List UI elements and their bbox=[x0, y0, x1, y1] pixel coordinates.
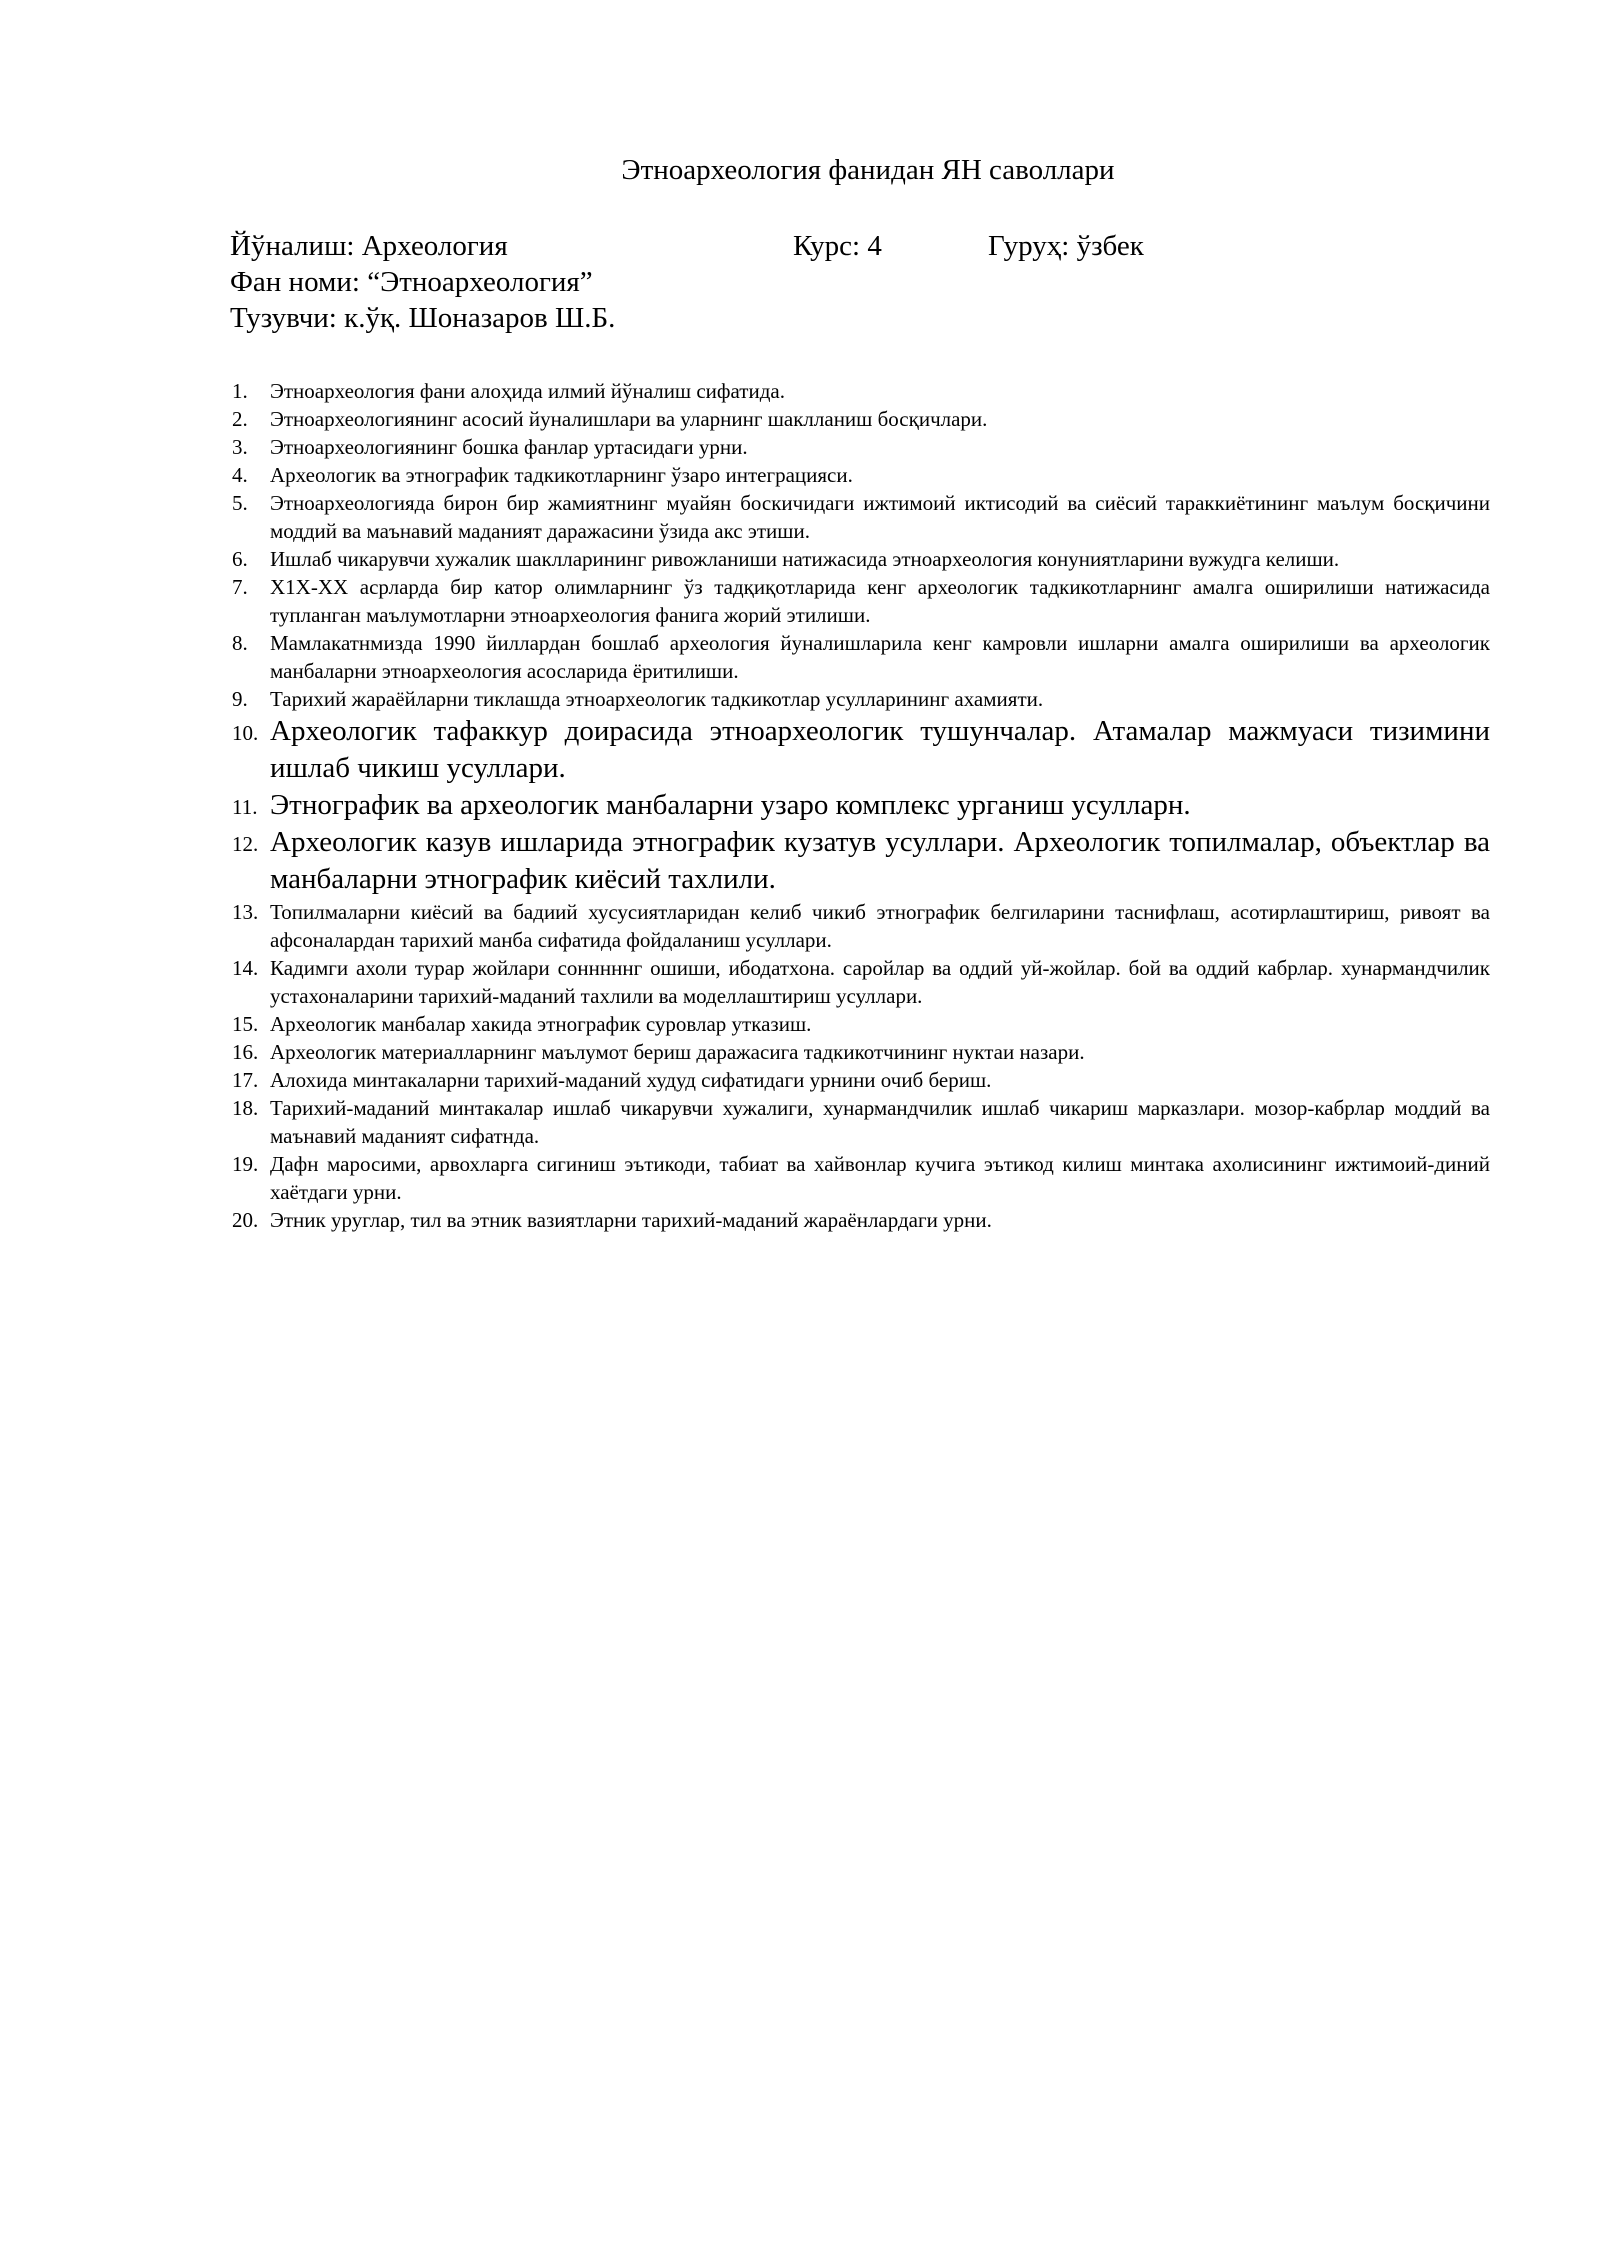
question-item bbox=[232, 629, 1490, 685]
question-item bbox=[232, 787, 1490, 824]
question-text: Археологик манбалар хакида этнографик суровлар утказиш. bbox=[270, 1012, 812, 1036]
question-text: Дафн маросими, арвохларга сигиниш эътикоди, табиат ва хайвонлар кучига эътикод килиш минтака ахолисининг ижтимоий-диний хаётдаги урни. bbox=[270, 1152, 1490, 1204]
question-number: 16. bbox=[232, 1040, 259, 1064]
header-line-subject bbox=[230, 264, 1490, 300]
question-item bbox=[232, 824, 1490, 898]
question-item bbox=[232, 377, 1490, 405]
question-number: 1. bbox=[232, 379, 248, 403]
document-title: Этноархеология фанидан ЯН саволлари bbox=[621, 154, 1115, 186]
group-label: Гуруҳ: ўзбек bbox=[988, 230, 1144, 262]
question-text: Этноархеологиянинг асосий йуналишлари ва уларнинг шаклланиш босқичлари. bbox=[270, 407, 988, 431]
question-item bbox=[232, 461, 1490, 489]
question-item bbox=[232, 954, 1490, 1010]
direction-label: Йўналиш: Археология bbox=[230, 230, 508, 262]
question-text: Этноархеология фани алоҳида илмий йўналиш сифатида. bbox=[270, 379, 785, 403]
question-number: 5. bbox=[232, 491, 248, 515]
question-text: Тарихий-маданий минтакалар ишлаб чикарувчи хужалиги, хунармандчилик ишлаб чикариш марказлари. мозор-кабрлар моддий ва маънавий маданият сифатнда. bbox=[270, 1096, 1490, 1148]
question-text: Тарихий жараёйларни тиклашда этноархеологик тадкикотлар усулларининг ахамияти. bbox=[270, 687, 1044, 711]
question-number: 4. bbox=[232, 463, 248, 487]
question-item bbox=[232, 545, 1490, 573]
header-line-author bbox=[230, 300, 1490, 336]
question-item bbox=[232, 573, 1490, 629]
question-item bbox=[232, 898, 1490, 954]
question-number: 13. bbox=[232, 900, 259, 924]
question-number: 6. bbox=[232, 547, 248, 571]
document-header-info bbox=[230, 228, 1490, 336]
questions-list bbox=[232, 377, 1490, 1234]
question-item bbox=[232, 1150, 1490, 1206]
question-text: Археологик материалларнинг маълумот бериш даражасига тадкикотчининг нуктаи назари. bbox=[270, 1040, 1085, 1064]
question-item bbox=[232, 1206, 1490, 1234]
question-number: 18. bbox=[232, 1096, 259, 1120]
question-text: Топилмаларни киёсий ва бадиий хусусиятларидан келиб чикиб этнографик белгиларини таснифлаш, асотирлаштириш, ривоят ва афсоналардан тарихий манба сифатида фойдаланиш усуллари. bbox=[270, 900, 1490, 952]
question-item bbox=[232, 489, 1490, 545]
question-number: 2. bbox=[232, 407, 248, 431]
question-number: 3. bbox=[232, 435, 248, 459]
question-item bbox=[232, 405, 1490, 433]
question-text: Кадимги ахоли турар жойлари сонннннг ошиши, ибодатхона. саройлар ва оддий уй-жойлар. бой ва оддий кабрлар. хунармандчилик устахоналарини тарихий-маданий тахлили ва моделлаштириш усуллари. bbox=[270, 956, 1490, 1008]
question-number: 17. bbox=[232, 1068, 259, 1092]
question-text: Археологик тафаккур доирасида этноархеологик тушунчалар. Атамалар мажмуаси тизимини ишлаб чикиш усуллари. bbox=[270, 715, 1490, 784]
question-number: 20. bbox=[232, 1208, 259, 1232]
question-number: 11. bbox=[232, 795, 258, 819]
question-number: 19. bbox=[232, 1152, 259, 1176]
question-number: 8. bbox=[232, 631, 248, 655]
question-number: 7. bbox=[232, 575, 248, 599]
author-label: Тузувчи: к.ўқ. Шоназаров Ш.Б. bbox=[230, 302, 616, 334]
question-number: 10. bbox=[232, 721, 259, 745]
course-label: Курс: 4 bbox=[793, 230, 882, 262]
subject-label: Фан номи: “Этноархеология” bbox=[230, 266, 593, 298]
question-text: Алохида минтакаларни тарихий-маданий худуд сифатидаги урнини очиб бериш. bbox=[270, 1068, 992, 1092]
question-text: Этник уруглар, тил ва этник вазиятларни тарихий-маданий жараёнлардаги урни. bbox=[270, 1208, 992, 1232]
question-number: 14. bbox=[232, 956, 259, 980]
question-text: Этнографик ва археологик манбаларни узаро комплекс урганиш усулларн. bbox=[270, 789, 1191, 821]
question-item bbox=[232, 1066, 1490, 1094]
question-item bbox=[232, 1038, 1490, 1066]
question-number: 12. bbox=[232, 832, 259, 856]
question-text: Археологик казув ишларида этнографик кузатув усуллари. Археологик топилмалар, объектлар ва манбаларни этнографик киёсий тахлили. bbox=[270, 826, 1490, 895]
question-text: Этноархеологияда бирон бир жамиятнинг муайян боскичидаги ижтимоий иктисодий ва сиёсий тараккиётининг маълум босқичини моддий ва маънавий маданият даражасини ўзида акс этиши. bbox=[270, 491, 1490, 543]
question-number: 15. bbox=[232, 1012, 259, 1036]
question-text: Археологик ва этнографик тадкикотларнинг ўзаро интеграцияси. bbox=[270, 463, 853, 487]
header-line-direction bbox=[230, 228, 1490, 264]
question-item bbox=[232, 433, 1490, 461]
question-item bbox=[232, 685, 1490, 713]
question-number: 9. bbox=[232, 687, 248, 711]
question-item bbox=[232, 1094, 1490, 1150]
question-text: Х1Х-ХХ асрларда бир катор олимларнинг ўз тадқиқотларида кенг археологик тадкикотларнинг амалга оширилиши натижасида тупланган маълумотларни этноархеология фанига жорий этилиши. bbox=[270, 575, 1490, 627]
question-item bbox=[232, 1010, 1490, 1038]
question-text: Мамлакатнмизда 1990 йиллардан бошлаб археология йуналишларила кенг камровли ишларни амалга оширилиши ва археологик манбаларни этноархеология асосларида ёритилиши. bbox=[270, 631, 1490, 683]
question-text: Этноархеологиянинг бошка фанлар уртасидаги урни. bbox=[270, 435, 748, 459]
question-item bbox=[232, 713, 1490, 787]
question-text: Ишлаб чикарувчи хужалик шаклларининг ривожланиши натижасида этноархеология конуниятларини вужудга келиши. bbox=[270, 547, 1340, 571]
